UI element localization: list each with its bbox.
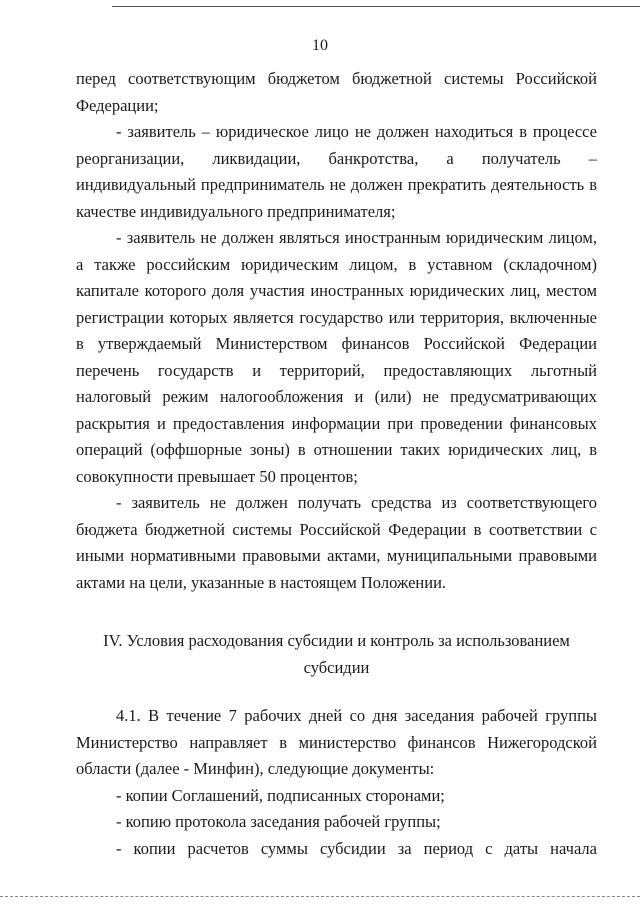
section-heading [76, 628, 597, 681]
section-heading-line1: IV. Условия расходования субсидии и контроль за использованием [103, 631, 570, 650]
document-body [76, 66, 597, 862]
paragraph-other-funds: - заявитель не должен получать средства из соответствующего бюджета бюджетной системы Российской Федерации в соответствии с иными нормативными правовыми актами, муниципальными правовыми актами на цели, указанные в настоящем Положении. [76, 493, 597, 592]
paragraph-foreign-entity: - заявитель не должен являться иностранным юридическим лицом, а также российским юридическим лицом, в уставном (складочном) капитале которого доля участия иностранных юридических лиц, местом регистрации которых является государство или территория, включенные в утверждаемый Министерством финансов Российской Федерации перечень государств и территорий, предоставляющих льготный налоговый режим налогообложения и (или) не предусматривающих раскрытия и предоставления информации при проведении финансовых операций (оффшорные зоны) в отношении таких юридических лиц, в совокупности превышает 50 процентов; [76, 228, 597, 486]
page-number: 10 [312, 37, 328, 54]
paragraph-reorganization: - заявитель – юридическое лицо не должен находиться в процессе реорганизации, ликвидации, банкротства, а получатель – индивидуальный предприниматель не должен прекратить деятельность в качестве индивидуального предпринимателя; [76, 122, 597, 221]
bottom-edge-line [0, 896, 640, 897]
spacer [76, 596, 597, 628]
list-item-calculations: - копии расчетов суммы субсидии за период с даты начала [116, 838, 597, 858]
list-item-agreements: - копии Соглашений, подписанных сторонами; [116, 785, 445, 805]
top-edge-line [112, 6, 640, 7]
spacer [76, 681, 597, 703]
paragraph-4-1: 4.1. В течение 7 рабочих дней со дня заседания рабочей группы Министерство направляет в министерство финансов Нижегородской области (далее - Минфин), следующие документы: [76, 706, 597, 778]
paragraph-continuation: перед соответствующим бюджетом бюджетной системы Российской Федерации; [76, 69, 597, 115]
list-item-protocol: - копию протокола заседания рабочей группы; [116, 812, 441, 831]
section-heading-line2: субсидии [303, 657, 370, 677]
